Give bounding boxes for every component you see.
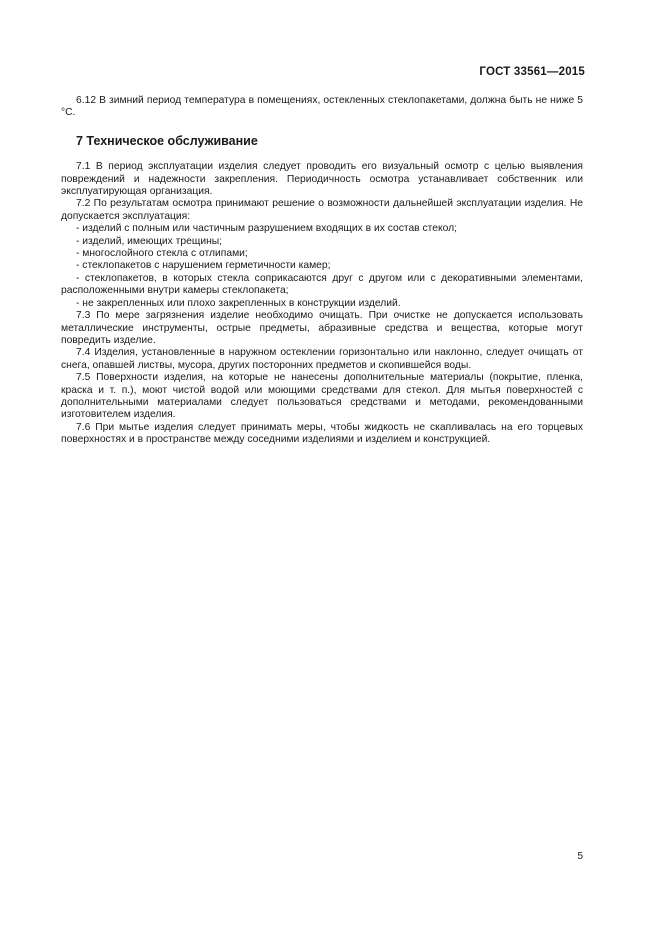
list-item: - стеклопакетов с нарушением герметичности камер; (76, 260, 331, 272)
paragraph-6-12: 6.12 В зимний период температура в помещениях, остекленных стеклопакетами, должна быть не ниже 5 °С. (61, 95, 583, 119)
list-item: - многослойного стекла с отлипами; (76, 248, 248, 260)
paragraph-7-4: 7.4 Изделия, установленные в наружном остеклении горизонтально или наклонно, следует очищать от снега, опавшей листвы, мусора, других посторонних предметов и скопившейся воды. (61, 347, 583, 371)
section-heading: 7 Техническое обслуживание (76, 133, 258, 148)
list-item: - не закрепленных или плохо закрепленных в конструкции изделий. (76, 297, 401, 309)
list-item: - изделий, имеющих трещины; (76, 235, 223, 247)
page-number: 5 (577, 851, 583, 862)
paragraph-7-5: 7.5 Поверхности изделия, на которые не нанесены дополнительные материалы (покрытие, пленка, краска и т. п.), моют чистой водой или моющими средствами для стекол. Для мытья поверхностей с дополнительными материалами следует пользоваться средствами и методами, рекомендованными изготовителем изделия. (61, 372, 583, 421)
paragraph-7-2: 7.2 По результатам осмотра принимают решение о возможности дальнейшей эксплуатации изделия. Не допускается эксплуатация: (61, 198, 583, 222)
list-item: - изделий с полным или частичным разрушением входящих в их состав стекол; (76, 223, 457, 235)
paragraph-7-6: 7.6 При мытье изделия следует принимать меры, чтобы жидкость не скапливалась на его торцевых поверхностях и в пространстве между соседними изделиями и изделием и конструкцией. (61, 421, 583, 446)
document-body (61, 95, 583, 447)
list-item: - стеклопакетов, в которых стекла соприкасаются друг с другом или с декоративными элементами, расположенными внутри камеры стеклопакета; (61, 272, 583, 297)
paragraph-7-1: 7.1 В период эксплуатации изделия следует проводить его визуальный осмотр с целью выявления повреждений и надежности закрепления. Периодичность осмотра устанавливает собственник или эксплуатирующая организация. (61, 161, 583, 198)
paragraph-7-3: 7.3 По мере загрязнения изделие необходимо очищать. При очистке не допускается использовать металлические инструменты, острые предметы, абразивные средства и вещества, которые могут повредить изделие. (61, 310, 583, 346)
document-id: ГОСТ 33561—2015 (479, 66, 585, 78)
